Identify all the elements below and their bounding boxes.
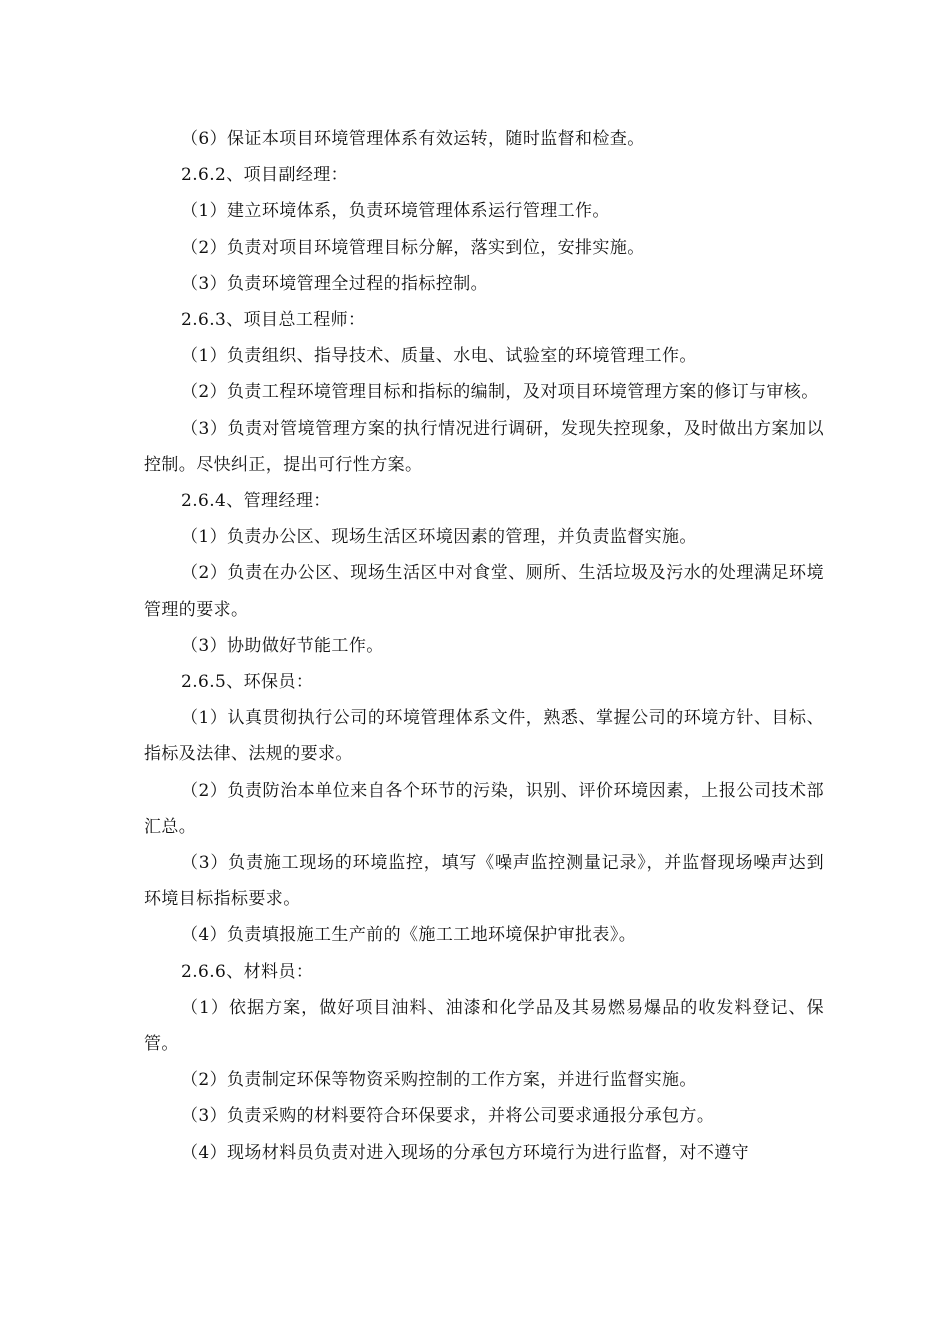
- paragraph-environmental-officer-4: （4）负责填报施工生产前的《施工工地环境保护审批表》。: [181, 925, 637, 946]
- paragraph-materials-officer-3: （3）负责采购的材料要符合环保要求，并将公司要求通报分承包方。: [181, 1106, 715, 1127]
- section-heading-2-6-4: 2.6.4、管理经理：: [181, 491, 331, 512]
- section-heading-2-6-2: 2.6.2、项目副经理：: [181, 165, 349, 186]
- paragraph-environmental-officer-3: （3）负责施工现场的环境监控，填写《噪声监控测量记录》，并监督现场噪声达到环境目标指标要求。: [144, 853, 824, 910]
- paragraph-chief-engineer-1: （1）负责组织、指导技术、质量、水电、试验室的环境管理工作。: [181, 346, 697, 367]
- paragraph-admin-manager-1: （1）负责办公区、现场生活区环境因素的管理，并负责监督实施。: [181, 527, 697, 548]
- paragraph-item-6: （6）保证本项目环境管理体系有效运转，随时监督和检查。: [181, 129, 645, 149]
- paragraph-environmental-officer-1: （1）认真贯彻执行公司的环境管理体系文件，熟悉、掌握公司的环境方针、目标、指标及法律、法规的要求。: [144, 708, 824, 765]
- paragraph-admin-manager-3: （3）协助做好节能工作。: [181, 635, 384, 656]
- paragraph-environmental-officer-2: （2）负责防治本单位来自各个环节的污染，识别、评价环境因素，上报公司技术部汇总。: [144, 780, 824, 837]
- section-heading-2-6-6: 2.6.6、材料员：: [181, 961, 314, 982]
- paragraph-deputy-manager-1: （1）建立环境体系，负责环境管理体系运行管理工作。: [181, 201, 610, 222]
- paragraph-materials-officer-1: （1）依据方案，做好项目油料、油漆和化学品及其易燃易爆品的收发料登记、保管。: [144, 997, 824, 1055]
- paragraph-deputy-manager-3: （3）负责环境管理全过程的指标控制。: [181, 273, 489, 294]
- paragraph-deputy-manager-2: （2）负责对项目环境管理目标分解，落实到位，安排实施。: [181, 237, 645, 258]
- paragraph-materials-officer-2: （2）负责制定环保等物资采购控制的工作方案，并进行监督实施。: [181, 1070, 697, 1091]
- paragraph-admin-manager-2: （2）负责在办公区、现场生活区中对食堂、厕所、生活垃圾及污水的处理满足环境管理的要求。: [144, 563, 824, 620]
- document-body: [144, 121, 824, 1171]
- section-heading-2-6-3: 2.6.3、项目总工程师：: [181, 310, 366, 331]
- paragraph-materials-officer-4: （4）现场材料员负责对进入现场的分承包方环境行为进行监督，对不遵守: [181, 1142, 750, 1163]
- paragraph-chief-engineer-2: （2）负责工程环境管理目标和指标的编制，及对项目环境管理方案的修订与审核。: [181, 382, 819, 403]
- paragraph-chief-engineer-3: （3）负责对管境管理方案的执行情况进行调研，发现失控现象，及时做出方案加以控制。尽快纠正，提出可行性方案。: [144, 418, 824, 475]
- section-heading-2-6-5: 2.6.5、环保员：: [181, 672, 314, 693]
